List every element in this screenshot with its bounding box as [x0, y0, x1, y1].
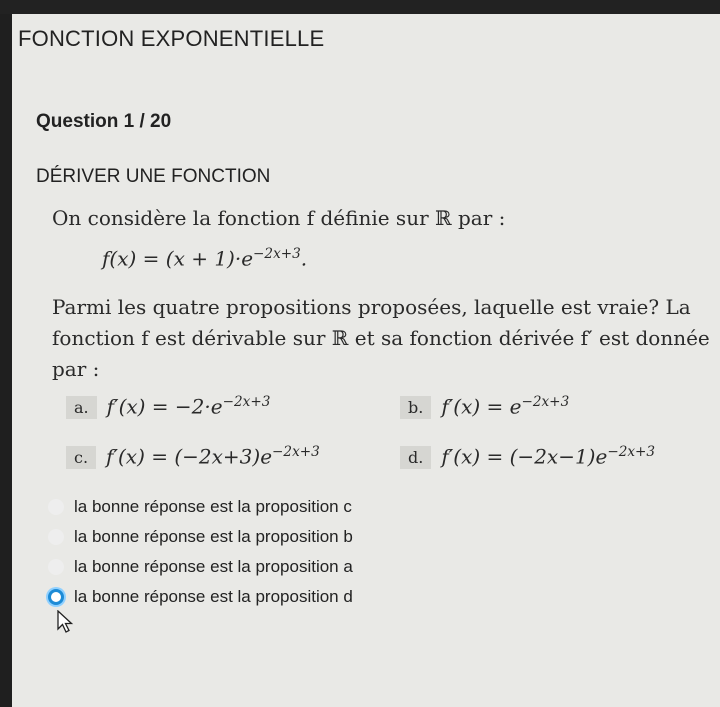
- answer-choice-label: la bonne réponse est la proposition a: [74, 557, 353, 576]
- radio-button[interactable]: [48, 559, 64, 575]
- answer-choice-b[interactable]: [48, 522, 353, 552]
- function-formula: $f(x) = (x + 1)\cdot e^{-2x+3}$.: [102, 246, 308, 271]
- option-letter: b.: [400, 396, 431, 419]
- section-title: DÉRIVER UNE FONCTION: [36, 166, 271, 187]
- radio-button[interactable]: [48, 529, 64, 545]
- option-letter: d.: [400, 446, 431, 469]
- answer-choices: [48, 492, 353, 612]
- answer-choice-label: la bonne réponse est la proposition c: [74, 497, 352, 516]
- radio-button-selected[interactable]: [48, 589, 64, 605]
- option-a: a. $f'(x) = -2\cdot e^{-2x+3}$: [66, 394, 270, 419]
- answer-choice-c[interactable]: [48, 492, 353, 522]
- answer-choice-label: la bonne réponse est la proposition d: [74, 587, 353, 606]
- top-bezel: [0, 0, 720, 14]
- option-b: b. $f'(x) = e^{-2x+3}$: [400, 394, 569, 419]
- radio-button[interactable]: [48, 499, 64, 515]
- app-title: FONCTION EXPONENTIELLE: [18, 26, 325, 51]
- option-c: c. $f'(x) = (-2x+3)e^{-2x+3}$: [66, 444, 320, 469]
- question-prompt: Parmi les quatre propositions proposées, laquelle est vraie? La fonction f est dérivable sur ℝ et sa fonction dérivée f′ est donnée par :: [52, 295, 710, 381]
- option-letter: a.: [66, 396, 97, 419]
- answer-choice-label: la bonne réponse est la proposition b: [74, 527, 353, 546]
- question-statement: On considère la fonction f définie sur ℝ par :: [52, 206, 506, 230]
- answer-choice-a[interactable]: [48, 552, 353, 582]
- option-letter: c.: [66, 446, 96, 469]
- question-number: Question 1 / 20: [36, 111, 172, 132]
- answer-choice-d[interactable]: [48, 582, 353, 612]
- mouse-cursor-icon: [57, 610, 75, 634]
- option-d: d. $f'(x) = (-2x-1)e^{-2x+3}$: [400, 444, 655, 469]
